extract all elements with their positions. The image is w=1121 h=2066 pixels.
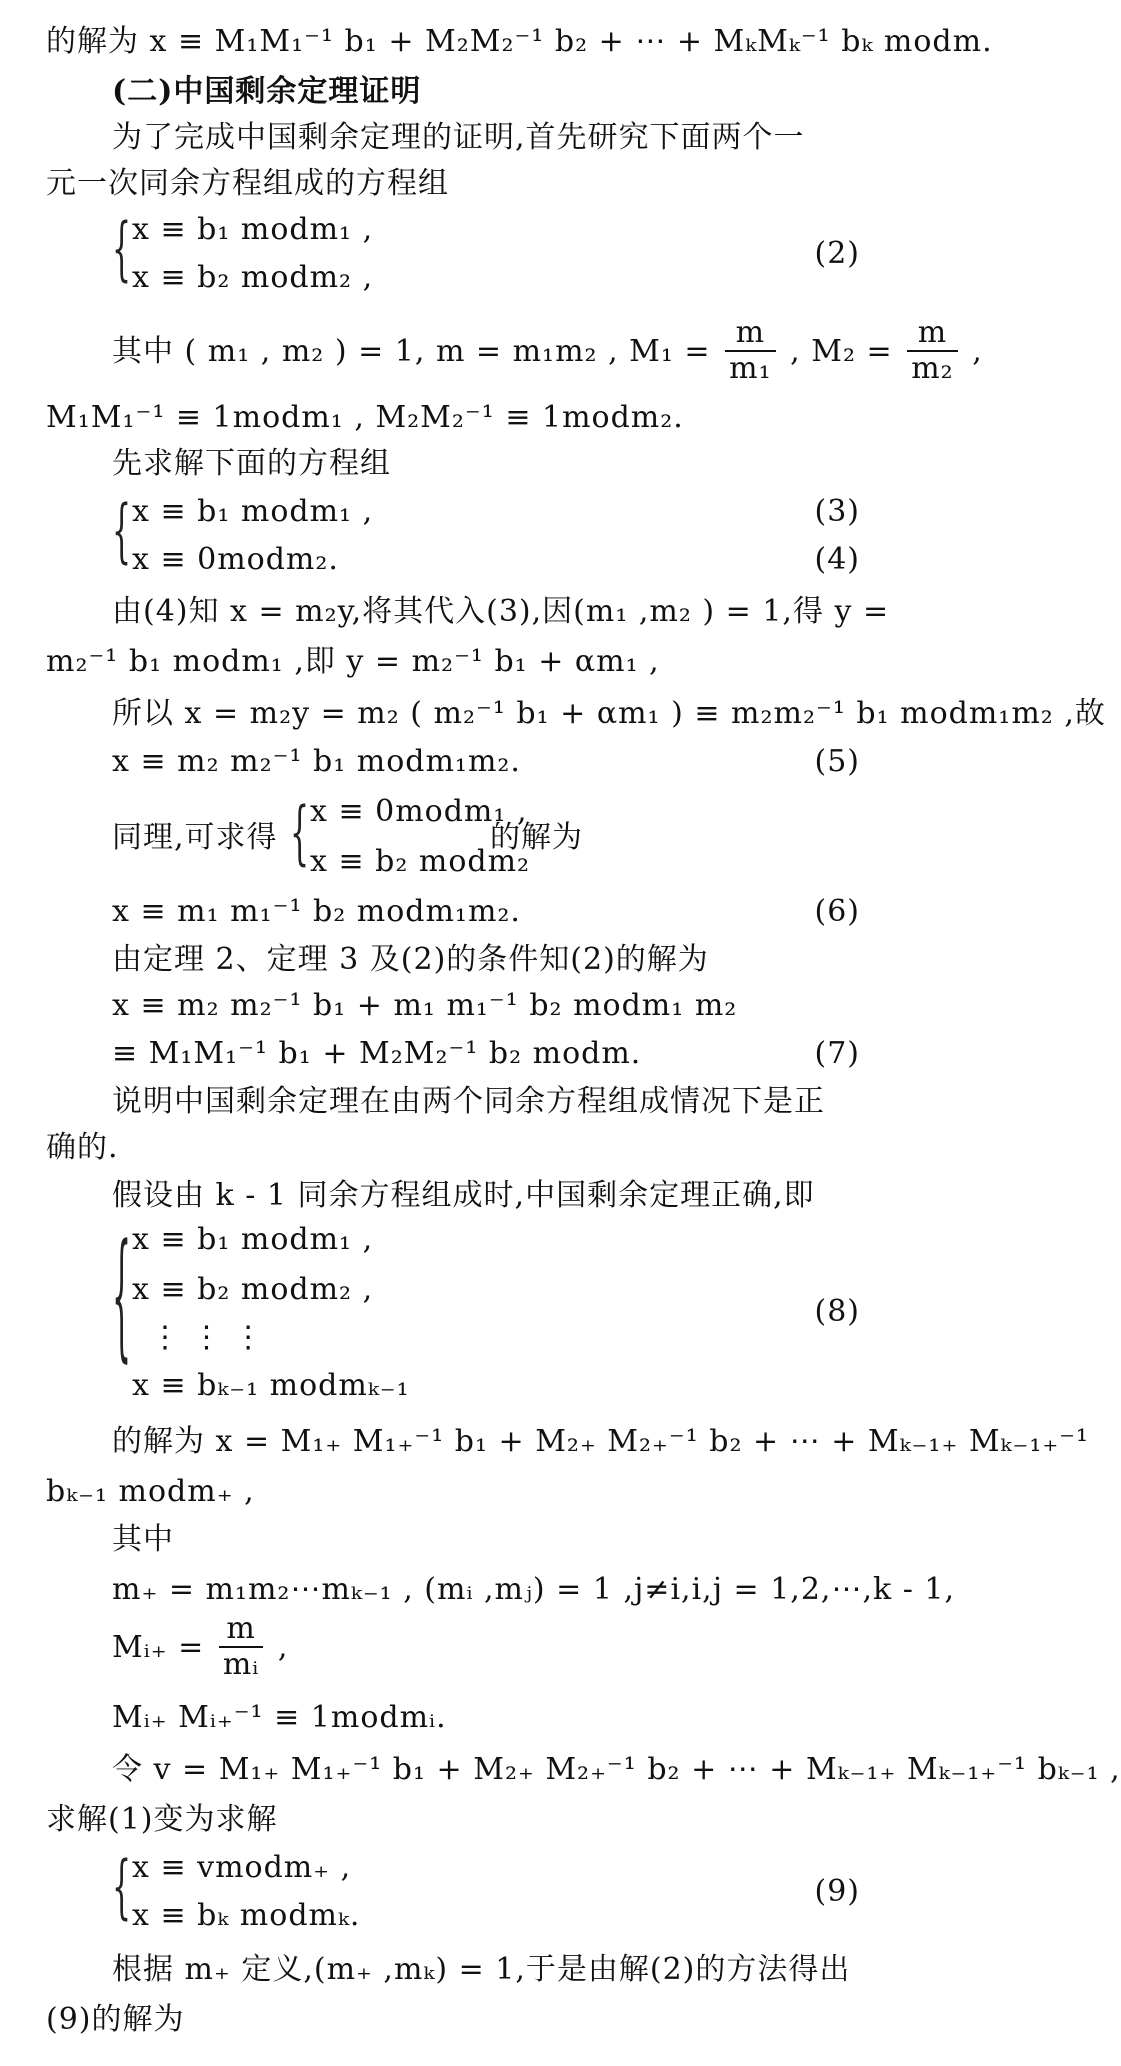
- left-brace: {: [112, 1848, 132, 1929]
- paragraph-line: 确的.: [46, 1130, 119, 1165]
- equation-line: x ≡ bₖ modmₖ.: [132, 1898, 361, 1933]
- paragraph-line: 由定理 2、定理 3 及(2)的条件知(2)的解为: [112, 942, 709, 977]
- equation-line: ⋮ ⋮ ⋮: [150, 1320, 265, 1355]
- paragraph-line: m₂⁻¹ b₁ modm₁ ,即 y = m₂⁻¹ b₁ + αm₁ ,: [46, 644, 660, 679]
- paragraph-line: 假设由 k - 1 同余方程组成时,中国剩余定理正确,即: [112, 1178, 815, 1213]
- paragraph-line: 的解为 x = M₁₊ M₁₊⁻¹ b₁ + M₂₊ M₂₊⁻¹ b₂ + ⋯ + Mₖ₋₁₊ Mₖ₋₁₊⁻¹: [112, 1424, 1090, 1459]
- left-brace: {: [112, 1218, 132, 1379]
- paragraph-line: 根据 m₊ 定义,(m₊ ,mₖ) = 1,于是由解(2)的方法得出: [112, 1952, 851, 1987]
- left-brace: {: [112, 210, 132, 291]
- equation-line: x ≡ b₁ modm₁ ,: [132, 494, 374, 529]
- fraction: $\frac{m}{\text{mᵢ}}$: [219, 1612, 263, 1682]
- equation-line: Mᵢ₊ Mᵢ₊⁻¹ ≡ 1modmᵢ.: [112, 1700, 447, 1735]
- text-segment: , M₂ =: [790, 334, 893, 369]
- paragraph-line: 为了完成中国剩余定理的证明,首先研究下面两个一: [112, 120, 805, 155]
- left-brace: {: [290, 794, 310, 875]
- equation-line: x ≡ vmodm₊ ,: [132, 1850, 352, 1885]
- equation-line: x ≡ b₁ modm₁ ,: [132, 212, 374, 247]
- paragraph-line: (9)的解为: [46, 2002, 185, 2037]
- equation-line: x ≡ b₂ modm₂ ,: [132, 1272, 374, 1307]
- equation-line: M₁M₁⁻¹ ≡ 1modm₁ , M₂M₂⁻¹ ≡ 1modm₂.: [46, 400, 684, 435]
- paragraph-line: 令 v = M₁₊ M₁₊⁻¹ b₁ + M₂₊ M₂₊⁻¹ b₂ + ⋯ + Mₖ₋₁₊ Mₖ₋₁₊⁻¹ bₖ₋₁ ,: [112, 1752, 1121, 1787]
- paragraph-line: 同理,可求得: [112, 820, 278, 855]
- equation-line: x ≡ m₂ m₂⁻¹ b₁ + m₁ m₁⁻¹ b₂ modm₁ m₂: [112, 988, 738, 1023]
- paragraph-line: bₖ₋₁ modm₊ ,: [46, 1474, 255, 1509]
- fraction: $\frac{m}{\text{m₁}}$: [725, 316, 775, 386]
- paragraph-line: 求解(1)变为求解: [46, 1802, 278, 1837]
- left-brace: {: [112, 492, 132, 573]
- equation-line: x ≡ 0modm₁ ,: [310, 794, 528, 829]
- equation-line: x ≡ bₖ₋₁ modmₖ₋₁: [132, 1368, 410, 1403]
- paragraph-line: 其中: [112, 1522, 174, 1557]
- paragraph-line: [112, 312, 1000, 392]
- paper-page: 的解为 x ≡ M₁M₁⁻¹ b₁ + M₂M₂⁻¹ b₂ + ⋯ + MₖMₖ⁻¹ bₖ modm. (二)中国剩余定理证明 为了完成中国剩余定理的证明,首先研究下面两个一 元一次同余方程组成的方程组 { x ≡ b₁ modm₁ , x ≡ b₂ modm₂ , (2) 其中 ( m₁ , m₂ ) = 1, m = m₁m₂ , M₁ = $\frac{m}{\text{m₁}}$ , M₂ = $\frac{m}{\text{m₂}}$ , M₁M₁⁻¹ ≡ 1modm₁ , M₂M₂⁻¹ ≡ 1modm₂. 先求解下面的方程组 { x ≡ b₁ modm₁ , (3) x ≡ 0modm₂. (4) 由(4)知 x = m₂y,将其代入(3),因(m₁ ,m₂ ) = 1,得 y = m₂⁻¹ b₁ modm₁ ,即 y = m₂⁻¹ b₁ + αm₁ , 所以 x = m₂y = m₂ ( m₂⁻¹ b₁ + αm₁ ) ≡ m₂m₂⁻¹ b₁ modm₁m₂ ,故 x ≡ m₂ m₂⁻¹ b₁ modm₁m₂. (5) 同理,可求得 { x ≡ 0modm₁ , x ≡ b₂ modm₂ 的解为 x ≡ m₁ m₁⁻¹ b₂ modm₁m₂. (6) 由定理 2、定理 3 及(2)的条件知(2)的解为 x ≡ m₂ m₂⁻¹ b₁ + m₁ m₁⁻¹ b₂ modm₁ m₂ ≡ M₁M₁⁻¹ b₁ + M₂M₂⁻¹ b₂ modm. (7) 说明中国剩余定理在由两个同余方程组成情况下是正 确的. 假设由 k - 1 同余方程组成时,中国剩余定理正确,即 { x ≡ b₁ modm₁ , x ≡ b₂ modm₂ , ⋮ ⋮ ⋮ x ≡ bₖ₋₁ modmₖ₋₁ (8) 的解为 x = M₁₊ M₁₊⁻¹ b₁ + M₂₊ M₂₊⁻¹ b₂ + ⋯ + Mₖ₋₁₊ Mₖ₋₁₊⁻¹ bₖ₋₁ modm₊ , 其中 m₊ = m₁m₂⋯mₖ₋₁ , (mᵢ ,mⱼ) = 1 ,j≠i,i,j = 1,2,⋯,k - 1, Mᵢ₊ = $\frac{m}{\text{mᵢ}}$ , Mᵢ₊ Mᵢ₊⁻¹ ≡ 1modmᵢ. 令 v = M₁₊ M₁₊⁻¹ b₁ + M₂₊ M₂₊⁻¹ b₂ + ⋯ + Mₖ₋₁₊ Mₖ₋₁₊⁻¹ bₖ₋₁ , 求解(1)变为求解 { x ≡ vmodm₊ , x ≡ bₖ modmₖ. (9) 根据 m₊ 定义,(m₊ ,mₖ) = 1,于是由解(2)的方法得出 (9)的解为: [0, 0, 1000, 2066]
- equation-line: x ≡ b₁ modm₁ ,: [132, 1222, 374, 1257]
- paragraph-line: 元一次同余方程组成的方程组: [46, 166, 449, 201]
- text-segment: ,: [277, 1630, 289, 1665]
- paragraph-line: 先求解下面的方程组: [112, 446, 391, 481]
- equation-line: x ≡ m₁ m₁⁻¹ b₂ modm₁m₂.: [112, 894, 521, 929]
- fraction: $\frac{m}{\text{m₂}}$: [907, 316, 957, 386]
- section-heading: (二)中国剩余定理证明: [112, 74, 422, 109]
- solution-line: 的解为 x ≡ M₁M₁⁻¹ b₁ + M₂M₂⁻¹ b₂ + ⋯ + MₖMₖ⁻¹ bₖ modm.: [46, 24, 993, 59]
- text-segment: ,: [972, 334, 983, 369]
- equation-line: x ≡ b₂ modm₂: [310, 844, 531, 879]
- equation-line: x ≡ m₂ m₂⁻¹ b₁ modm₁m₂.: [112, 744, 521, 779]
- text-segment: Mᵢ₊ =: [112, 1630, 205, 1665]
- paragraph-line: 的解为: [490, 820, 583, 855]
- equation-line: x ≡ b₂ modm₂ ,: [132, 260, 374, 295]
- equation-line: m₊ = m₁m₂⋯mₖ₋₁ , (mᵢ ,mⱼ) = 1 ,j≠i,i,j = 1,2,⋯,k - 1,: [112, 1572, 956, 1607]
- text-segment: 其中 ( m₁ , m₂ ) = 1, m = m₁m₂ , M₁ =: [112, 334, 711, 369]
- paragraph-line: 由(4)知 x = m₂y,将其代入(3),因(m₁ ,m₂ ) = 1,得 y =: [112, 594, 890, 629]
- paragraph-line: 说明中国剩余定理在由两个同余方程组成情况下是正: [112, 1084, 825, 1119]
- equation-line: ≡ M₁M₁⁻¹ b₁ + M₂M₂⁻¹ b₂ modm.: [112, 1036, 642, 1071]
- paragraph-line: 所以 x = m₂y = m₂ ( m₂⁻¹ b₁ + αm₁ ) ≡ m₂m₂⁻¹ b₁ modm₁m₂ ,故: [112, 696, 1106, 731]
- equation-line: [112, 1608, 1000, 1688]
- equation-line: x ≡ 0modm₂.: [132, 542, 339, 577]
